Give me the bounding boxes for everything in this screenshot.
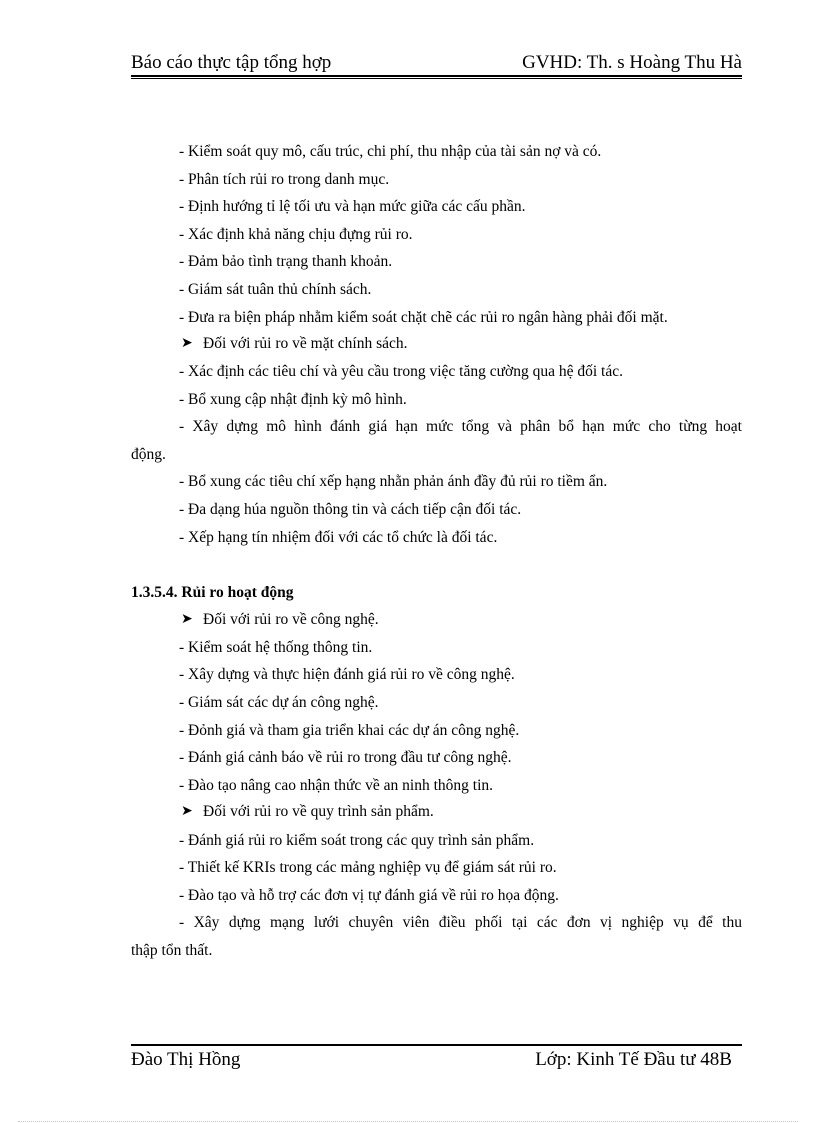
header-title: Báo cáo thực tập tổng hợp — [131, 52, 332, 73]
body-line: - Đào tạo nâng cao nhận thức về an ninh thông tin. — [179, 777, 494, 794]
bullet-item — [181, 334, 742, 354]
bullet-item — [181, 610, 742, 630]
body-line-continuation: thập tổn thất. — [131, 942, 213, 959]
body-line: - Đưa ra biện pháp nhằm kiểm soát chặt chẽ các rủi ro ngân hàng phải đối mặt. — [179, 309, 668, 326]
body-line: - Thiết kế KRIs trong các mảng nghiệp vụ để giám sát rủi ro. — [179, 859, 557, 876]
bullet-item — [181, 802, 742, 822]
body-line: - Bổ xung các tiêu chí xếp hạng nhằn phản ánh đầy đủ rủi ro tiềm ẩn. — [179, 473, 608, 490]
body-line: - Đánh giá cảnh báo về rủi ro trong đầu tư công nghệ. — [179, 749, 512, 766]
body-line: - Xác định các tiêu chí và yêu cầu trong việc tăng cường qua hệ đối tác. — [179, 363, 623, 380]
body-line: - Đánh giá rủi ro kiểm soát trong các quy trình sản phẩm. — [179, 832, 535, 849]
page-footer — [131, 1049, 742, 1073]
body-line: - Xây dựng và thực hiện đánh giá rủi ro về công nghệ. — [179, 666, 515, 683]
right-arrowhead-icon: ➤ — [181, 612, 193, 627]
body-line: - Giám sát các dự án công nghệ. — [179, 694, 379, 711]
body-line: - Xác định khả năng chịu đựng rủi ro. — [179, 226, 413, 243]
right-arrowhead-icon: ➤ — [181, 336, 193, 351]
body-line: - Bổ xung cập nhật định kỳ mô hình. — [179, 391, 407, 408]
header-supervisor: GVHD: Th. s Hoàng Thu Hà — [522, 52, 742, 73]
body-line-continuation: động. — [131, 446, 166, 463]
body-line: - Phân tích rủi ro trong danh mục. — [179, 171, 390, 188]
footer-author: Đào Thị Hồng — [131, 1049, 241, 1070]
body-line: - Đỏnh giá và tham gia triển khai các dự án công nghệ. — [179, 722, 520, 739]
body-line: - Giám sát tuân thủ chính sách. — [179, 281, 372, 298]
bullet-text: Đối với rủi ro về công nghệ. — [203, 611, 379, 628]
footer-rule — [131, 1044, 742, 1046]
bullet-text: Đối với rủi ro về mặt chính sách. — [203, 335, 408, 352]
header-rule-thin — [131, 78, 742, 79]
body-line-justified: - Xây dựng mô hình đánh giá hạn mức tổng và phân bổ hạn mức cho từng hoạt — [179, 418, 742, 435]
body-line: - Đa dạng húa nguồn thông tin và cách tiếp cận đối tác. — [179, 501, 522, 518]
header-rule — [131, 75, 742, 77]
bullet-text: Đối với rủi ro về quy trình sản phẩm. — [203, 803, 434, 820]
footer-class: Lớp: Kinh Tế Đầu tư 48B — [535, 1049, 732, 1070]
right-arrowhead-icon: ➤ — [181, 804, 193, 819]
body-line: - Định hướng tỉ lệ tối ưu và hạn mức giữa các cấu phần. — [179, 198, 526, 215]
body-line: - Kiểm soát hệ thống thông tin. — [179, 639, 373, 656]
section-heading: 1.3.5.4. Rủi ro hoạt động — [131, 584, 294, 601]
page-header — [131, 52, 742, 76]
page-bottom-border — [18, 1121, 798, 1122]
body-line: - Xếp hạng tín nhiệm đối với các tổ chức là đối tác. — [179, 529, 498, 546]
body-line: - Đảm bảo tình trạng thanh khoản. — [179, 253, 393, 270]
body-line: - Kiểm soát quy mô, cấu trúc, chi phí, thu nhập của tài sản nợ và có. — [179, 143, 602, 160]
body-line: - Đào tạo và hỗ trợ các đơn vị tự đánh giá về rủi ro họa động. — [179, 887, 559, 904]
body-line-justified: - Xây dựng mạng lưới chuyên viên điều phối tại các đơn vị nghiệp vụ để thu — [179, 914, 742, 931]
